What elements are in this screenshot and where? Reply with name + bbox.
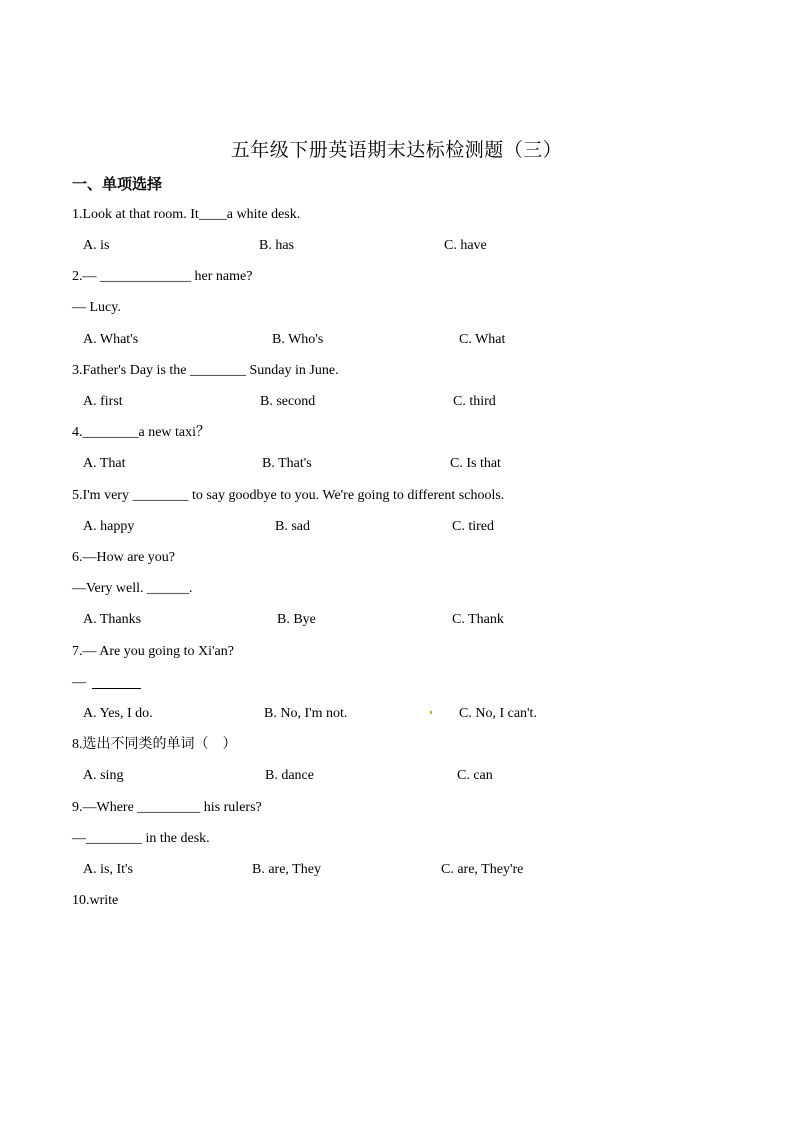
question-3-option-a: A. first (83, 394, 123, 409)
section-heading: 一、单项选择 (72, 175, 163, 193)
question-8-option-a: A. sing (83, 768, 124, 783)
question-7-option-b: B. No, I'm not. (264, 706, 348, 721)
question-9-option-c: C. are, They're (441, 862, 524, 877)
question-9-stem: 9.—Where _________ his rulers? (72, 800, 262, 815)
question-3-option-b: B. second (260, 394, 316, 409)
question-4-option-b: B. That's (262, 456, 312, 471)
question-8-option-c: C. can (457, 768, 493, 783)
question-4-option-c: C. Is that (450, 456, 501, 471)
question-8-option-b: B. dance (265, 768, 314, 783)
question-3-option-c: C. third (453, 394, 496, 409)
answer-blank-underline (92, 688, 141, 689)
question-10-stem: 10.write (72, 893, 119, 908)
question-9-answer-line: —________ in the desk. (72, 831, 210, 846)
question-5-option-a: A. happy (83, 519, 135, 534)
question-7-option-a: A. Yes, I do. (83, 706, 153, 721)
question-5-stem: 5.I'm very ________ to say goodbye to you. We're going to different schools. (72, 488, 505, 503)
question-6-option-a: A. Thanks (83, 612, 142, 627)
stray-mark (430, 711, 432, 714)
question-1-option-b: B. has (259, 238, 294, 253)
question-9-option-b: B. are, They (252, 862, 321, 877)
question-9-option-a: A. is, It's (83, 862, 133, 877)
question-4-option-a: A. That (83, 456, 126, 471)
question-6-option-c: C. Thank (452, 612, 504, 627)
question-2-stem: 2.— _____________ her name? (72, 269, 253, 284)
question-5-option-c: C. tired (452, 519, 494, 534)
page-title: 五年级下册英语期末达标检测题（三） (230, 139, 563, 161)
question-2-option-c: C. What (459, 332, 506, 347)
question-8-stem: 8.选出不同类的单词（ ） (72, 737, 237, 752)
question-2-option-b: B. Who's (272, 332, 324, 347)
question-2-answer-line: — Lucy. (72, 300, 121, 315)
question-3-stem: 3.Father's Day is the ________ Sunday in June. (72, 363, 339, 378)
question-1-option-a: A. is (83, 238, 110, 253)
question-7-stem: 7.— Are you going to Xi'an? (72, 644, 234, 659)
question-6-stem: 6.—How are you? (72, 550, 176, 565)
question-7-option-c: C. No, I can't. (459, 706, 537, 721)
question-5-option-b: B. sad (275, 519, 310, 534)
question-7-answer-line: — (72, 675, 86, 690)
question-1-option-c: C. have (444, 238, 487, 253)
question-2-option-a: A. What's (83, 332, 139, 347)
question-4-stem: 4.________a new taxi？ (72, 425, 211, 440)
question-6-answer-line: —Very well. ______. (72, 581, 193, 596)
question-1-stem: 1.Look at that room. It____a white desk. (72, 207, 301, 222)
question-6-option-b: B. Bye (277, 612, 316, 627)
